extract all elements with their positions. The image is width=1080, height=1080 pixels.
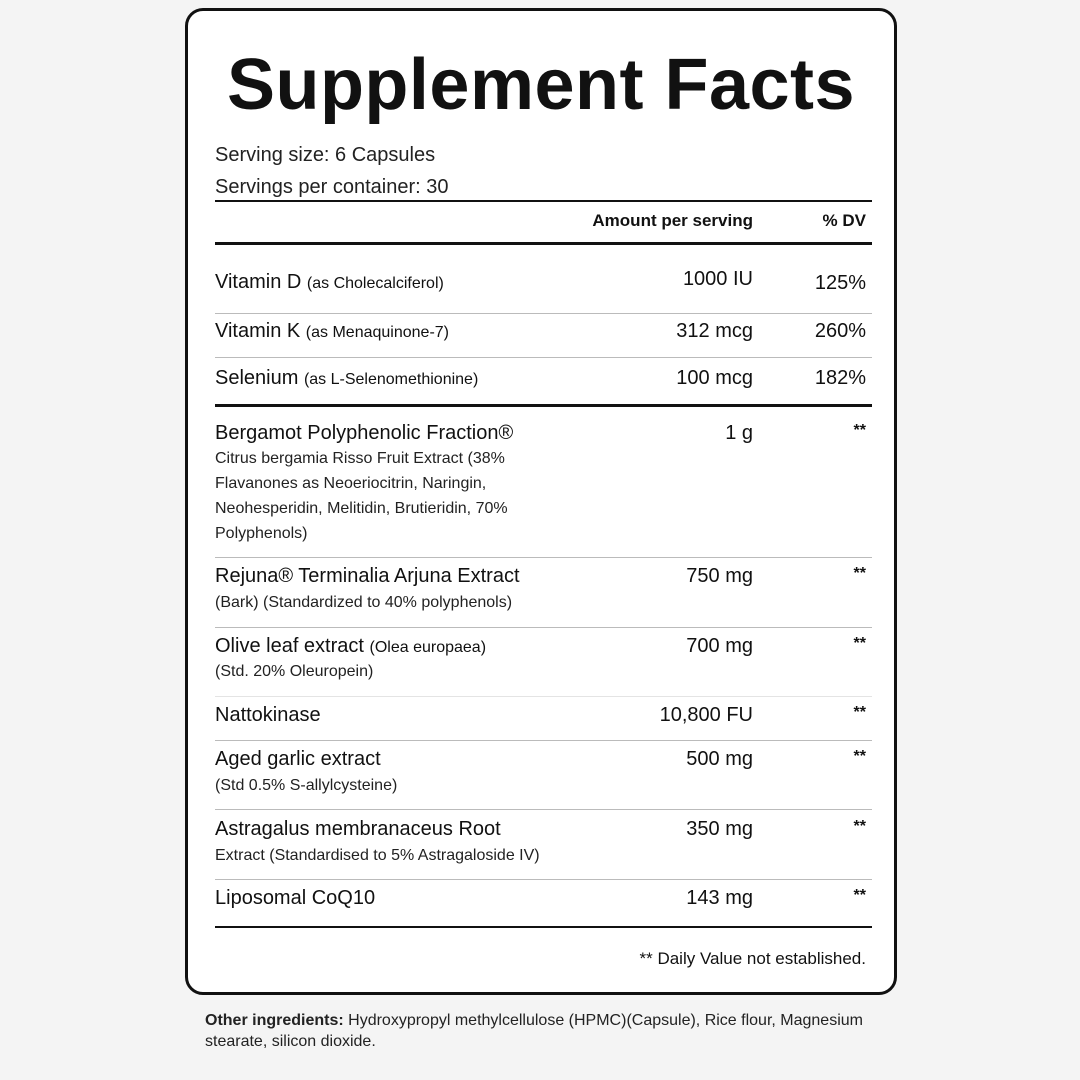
- row-divider: [215, 879, 872, 880]
- ingredient-row-amount: 750 mg: [686, 565, 753, 587]
- header-top-rule: [215, 200, 872, 202]
- vitamin-row-amount: 312 mcg: [676, 320, 753, 342]
- ingredient-row-dv: **: [853, 422, 866, 439]
- vitamin-row-dv: 260%: [814, 320, 866, 342]
- ingredient-row-amount: 10,800 FU: [659, 704, 753, 726]
- other-ingredients-label: Other ingredients:: [205, 1012, 344, 1029]
- ingredient-row-amount: 500 mg: [686, 748, 753, 770]
- panel-title: Supplement Facts: [226, 45, 856, 125]
- ingredient-row-dv: **: [853, 565, 866, 582]
- row-divider: [215, 557, 872, 558]
- vitamin-row-name: Vitamin D (as Cholecalciferol): [215, 271, 444, 293]
- vitamin-row-name: Vitamin K (as Menaquinone-7): [215, 320, 449, 342]
- ingredient-row-name: Aged garlic extract: [215, 748, 381, 770]
- vitamin-row-name: Selenium (as L-Selenomethionine): [215, 367, 479, 389]
- row-divider: [215, 627, 872, 628]
- ingredient-row-desc: Extract (Standardised to 5% Astragaloside IV): [215, 847, 540, 864]
- ingredient-row-amount: 700 mg: [686, 635, 753, 657]
- vitamin-row-amount: 100 mcg: [676, 367, 753, 389]
- other-ingredients: [205, 1010, 905, 1052]
- supplement-facts-panel: [185, 8, 897, 995]
- daily-value-footnote: ** Daily Value not established.: [639, 949, 866, 968]
- ingredient-row-amount: 1 g: [725, 422, 753, 444]
- other-ingredients-text: Hydroxypropyl methylcellulose (HPMC)(Capsule), Rice flour, Magnesium stearate, silicon dioxide.: [205, 1012, 863, 1050]
- ingredient-row-dv: **: [853, 818, 866, 835]
- ingredient-row-dv: **: [853, 887, 866, 904]
- ingredient-row-name: Rejuna® Terminalia Arjuna Extract: [215, 565, 520, 587]
- row-divider: [215, 696, 872, 697]
- vitamin-row-amount: 1000 IU: [682, 268, 753, 290]
- ingredient-row-dv: **: [853, 748, 866, 765]
- ingredient-row-dv: **: [853, 704, 866, 721]
- vitamin-row-dv: 182%: [814, 367, 866, 389]
- ingredient-row-desc: (Std 0.5% S-allylcysteine): [215, 777, 398, 794]
- header-bottom-rule: [215, 242, 872, 245]
- vitamin-row-dv: 125%: [814, 272, 866, 294]
- row-divider: [215, 357, 872, 358]
- ingredient-row-dv: **: [853, 635, 866, 652]
- servings-per-container: Servings per container: 30: [215, 176, 449, 198]
- ingredient-row-desc: (Bark) (Standardized to 40% polyphenols): [215, 594, 513, 611]
- ingredient-row-name: Olive leaf extract (Olea europaea): [215, 635, 487, 657]
- dv-header: % DV: [822, 211, 866, 230]
- ingredient-row-amount: 143 mg: [686, 887, 753, 909]
- ingredient-row-amount: 350 mg: [686, 818, 753, 840]
- table-bottom-rule: [215, 926, 872, 928]
- ingredient-row-name: Nattokinase: [215, 704, 321, 726]
- amount-header: Amount per serving: [592, 211, 753, 230]
- row-divider: [215, 809, 872, 810]
- ingredient-row-desc: (Std. 20% Oleuropein): [215, 663, 374, 680]
- ingredient-row-name: Bergamot Polyphenolic Fraction®: [215, 422, 514, 444]
- ingredient-row-name: Astragalus membranaceus Root: [215, 818, 501, 840]
- row-divider: [215, 740, 872, 741]
- serving-size: Serving size: 6 Capsules: [215, 144, 436, 166]
- section-rule: [215, 404, 872, 407]
- ingredient-row-name: Liposomal CoQ10: [215, 887, 376, 909]
- ingredient-row-desc: Citrus bergamia Risso Fruit Extract (38% Flavanones as Neoeriocitrin, Naringin, Neohesperidin, Melitidin, Brutieridin, 70% Polyphenols): [215, 450, 508, 542]
- row-divider: [215, 313, 872, 314]
